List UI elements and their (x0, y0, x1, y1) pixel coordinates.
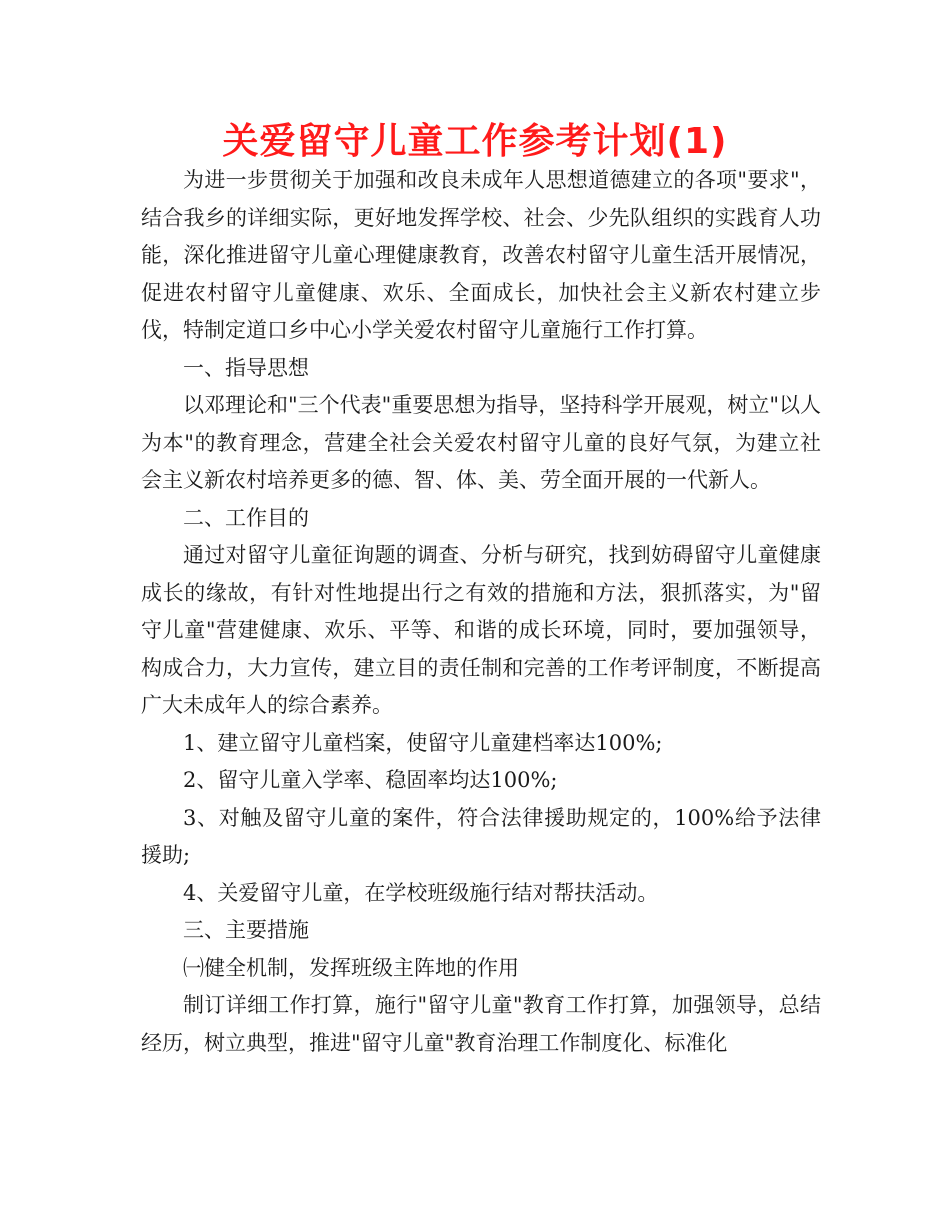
section-heading: 一、指导思想 (183, 355, 309, 380)
document-title: 关爱留守儿童工作参考计划(1) (222, 121, 728, 162)
paragraph: 通过对留守儿童征询题的调查、分析与研究，找到妨碍留守儿童健康成长的缘故，有针对性地提出行之有效的措施和方法，狠抓落实，为"留守儿童"营建健康、欢乐、平等、和谐的成长环境，同时，要加强领导，构成合力，大力宣传，建立目的责任制和完善的工作考评制度，不断提高广大未成年人的综合素养。 (141, 543, 821, 717)
list-item: 2、留守儿童入学率、稳固率均达100%; (183, 768, 558, 792)
paragraph: 制订详细工作打算，施行"留守儿童"教育工作打算，加强领导，总结经历，树立典型，推进"留守儿童"教育治理工作制度化、标准化 (141, 993, 821, 1055)
paragraph: 以邓理论和"三个代表"重要思想为指导，坚持科学开展观，树立"以人为本"的教育理念，营建全社会关爱农村留守儿童的良好气氛，为建立社会主义新农村培养更多的德、智、体、美、劳全面开展的一代新人。 (141, 393, 821, 492)
list-item: 1、建立留守儿童档案，使留守儿童建档率达100%; (183, 730, 663, 755)
section-heading: 二、工作目的 (183, 505, 309, 530)
document-body (141, 162, 821, 1062)
paragraph: 为进一步贯彻关于加强和改良未成年人思想道德建立的各项"要求"，结合我乡的详细实际，更好地发挥学校、社会、少先队组织的实践育人功能，深化推进留守儿童心理健康教育，改善农村留守儿童生活开展情况，促进农村留守儿童健康、欢乐、全面成长，加快社会主义新农村建立步伐，特制定道口乡中心小学关爱农村留守儿童施行工作打算。 (141, 168, 821, 342)
list-item: 3、对触及留守儿童的案件，符合法律援助规定的，100%给予法律援助; (141, 805, 821, 867)
subsection-heading: ㈠健全机制，发挥班级主阵地的作用 (183, 955, 519, 980)
section-heading: 三、主要措施 (183, 918, 309, 942)
list-item: 4、关爱留守儿童，在学校班级施行结对帮扶活动。 (183, 880, 659, 905)
